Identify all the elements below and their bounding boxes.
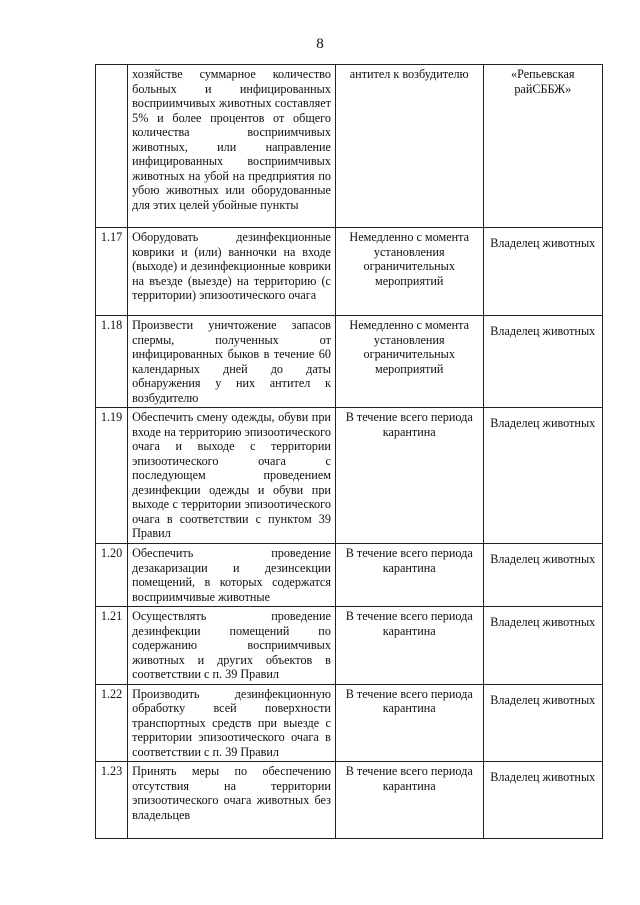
row-term: антител к возбудителю — [335, 65, 483, 228]
table-body — [96, 65, 603, 839]
row-number: 1.22 — [96, 684, 128, 762]
table-row — [96, 65, 603, 228]
row-term: Немедленно с момента установления ограничительных мероприятий — [335, 228, 483, 316]
row-term: В течение всего периода карантина — [335, 544, 483, 607]
row-action: Осуществлять проведение дезинфекции помещений по содержанию восприимчивых животных и других объектов в соответствии с п. 39 Правил — [128, 607, 336, 685]
row-responsible: Владелец животных — [483, 316, 602, 408]
row-number: 1.23 — [96, 762, 128, 839]
row-responsible: Владелец животных — [483, 762, 602, 839]
row-term: В течение всего периода карантина — [335, 607, 483, 685]
table-row — [96, 607, 603, 685]
table-row — [96, 316, 603, 408]
row-term: В течение всего периода карантина — [335, 762, 483, 839]
table-row — [96, 228, 603, 316]
row-action: Оборудовать дезинфекционные коврики и (или) ванночки на входе (выходе) и дезинфекционные коврики на въезде (выезде) на территорию (с территории) эпизоотического очага — [128, 228, 336, 316]
row-number: 1.19 — [96, 408, 128, 544]
table-row — [96, 544, 603, 607]
row-responsible: Владелец животных — [483, 684, 602, 762]
row-number — [96, 65, 128, 228]
row-action: Произвести уничтожение запасов спермы, полученных от инфицированных быков в течение 60 календарных дней до даты обнаружения у них антител к возбудителю — [128, 316, 336, 408]
table-row — [96, 762, 603, 839]
measures-table — [95, 64, 603, 839]
row-term: В течение всего периода карантина — [335, 408, 483, 544]
row-responsible: Владелец животных — [483, 228, 602, 316]
row-responsible: Владелец животных — [483, 544, 602, 607]
row-action: Обеспечить смену одежды, обуви при входе на территорию эпизоотического очага и выходе с территории эпизоотического очага с последующем проведением дезинфекции одежды и обуви при выходе с территории эпизоотического очага в соответствии с пунктом 39 Правил — [128, 408, 336, 544]
row-number: 1.18 — [96, 316, 128, 408]
page-number: 8 — [316, 36, 324, 52]
row-action: Обеспечить проведение дезакаризации и дезинсекции помещений, в которых содержатся восприимчивые животные — [128, 544, 336, 607]
row-action: Принять меры по обеспечению отсутствия на территории эпизоотического очага животных без владельцев — [128, 762, 336, 839]
table-row — [96, 408, 603, 544]
row-responsible: Владелец животных — [483, 408, 602, 544]
row-action: Производить дезинфекционную обработку всей поверхности транспортных средств при выезде с территории эпизоотического очага в соответствии с п. 39 Правил — [128, 684, 336, 762]
row-term: В течение всего периода карантина — [335, 684, 483, 762]
row-responsible: «Репьевская райСББЖ» — [483, 65, 602, 228]
table-row — [96, 684, 603, 762]
row-number: 1.20 — [96, 544, 128, 607]
row-responsible: Владелец животных — [483, 607, 602, 685]
row-number: 1.21 — [96, 607, 128, 685]
row-term: Немедленно с момента установления ограничительных мероприятий — [335, 316, 483, 408]
row-number: 1.17 — [96, 228, 128, 316]
row-action: хозяйстве суммарное количество больных и инфицированных восприимчивых животных составляет 5% и более процентов от общего количества восприимчивых животных, или направление инфицированных восприимчивых животных на убой на предприятия по убою животных или оборудованные для этих целей убойные пункты — [128, 65, 336, 228]
